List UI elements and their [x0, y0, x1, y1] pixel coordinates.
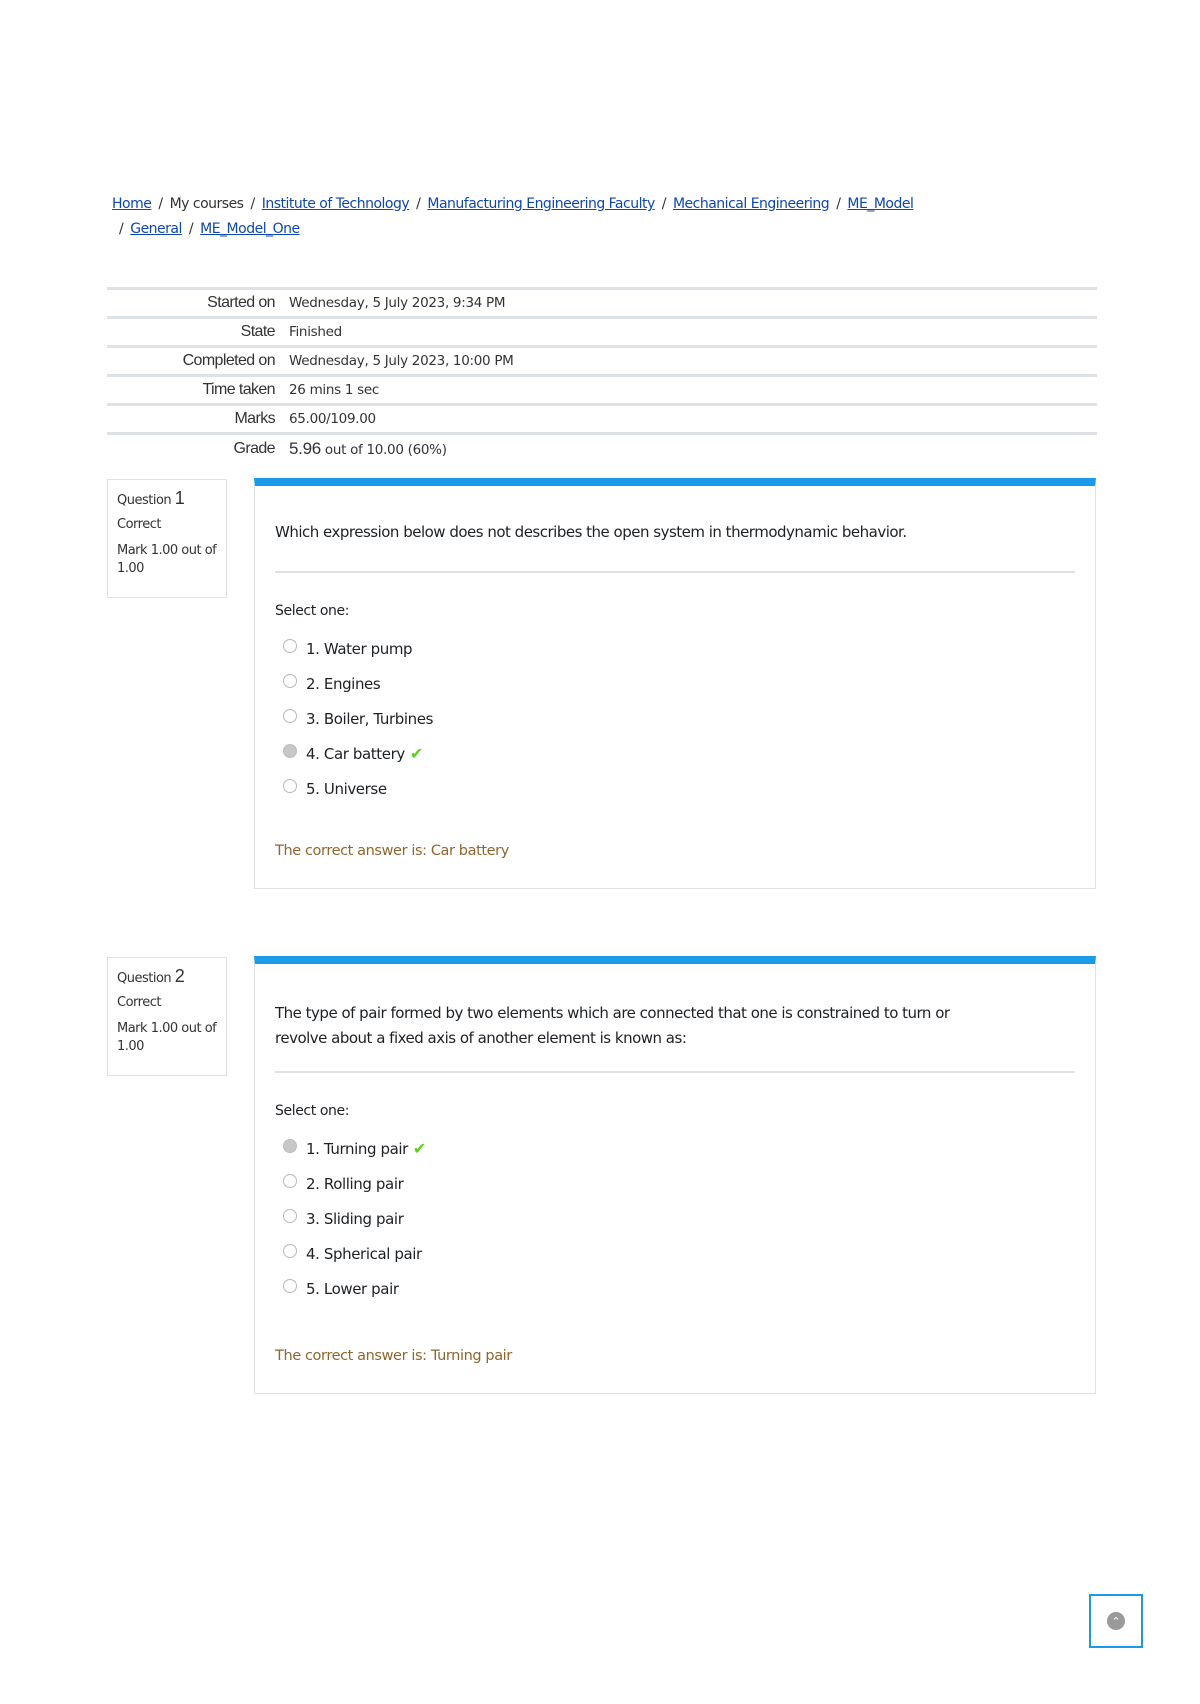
- summary-row-grade: [107, 434, 1097, 463]
- breadcrumb-my-courses: My courses: [169, 196, 244, 212]
- summary-label: Time taken: [202, 381, 275, 398]
- breadcrumb-department-link[interactable]: Mechanical Engineering: [672, 196, 830, 212]
- summary-row-started: [107, 289, 1097, 318]
- answer-option-4[interactable]: 4. Car battery ✔: [255, 736, 1095, 771]
- breadcrumb-section-link[interactable]: General: [130, 221, 182, 237]
- question-divider: [275, 1071, 1075, 1073]
- question-info-2: [107, 957, 227, 1076]
- radio-button[interactable]: [283, 1174, 297, 1188]
- answer-option-4[interactable]: 4. Spherical pair: [255, 1236, 1095, 1271]
- radio-button[interactable]: [283, 674, 297, 688]
- select-one-prompt: Select one:: [275, 1103, 350, 1119]
- question-number: Question 1: [117, 488, 185, 508]
- radio-button[interactable]: [283, 639, 297, 653]
- question-box-1: [254, 478, 1096, 825]
- breadcrumb-institute-link[interactable]: Institute of Technology: [261, 196, 410, 212]
- radio-button-selected[interactable]: [283, 744, 297, 758]
- breadcrumb-course-link[interactable]: ME_Model: [847, 196, 914, 212]
- answer-option-5[interactable]: 5. Lower pair: [255, 1271, 1095, 1306]
- question-box-2: [254, 956, 1096, 1330]
- summary-value: Finished: [289, 324, 342, 340]
- breadcrumb: Home / My courses / Institute of Technology / Manufacturing Engineering Faculty / Mechanical Engineering / ME_Model / General / ME_Model_One: [112, 196, 914, 237]
- summary-label: Completed on: [182, 352, 275, 369]
- answer-option-5[interactable]: 5. Universe: [255, 771, 1095, 806]
- question-text: Which expression below does not describes the open system in thermodynamic behavior.: [275, 523, 907, 541]
- question-divider: [275, 571, 1075, 573]
- summary-value: Wednesday, 5 July 2023, 10:00 PM: [289, 353, 514, 369]
- answer-option-3[interactable]: 3. Boiler, Turbines: [255, 701, 1095, 736]
- breadcrumb-quiz-link[interactable]: ME_Model_One: [200, 221, 300, 237]
- correct-answer-feedback-2: The correct answer is: Turning pair: [254, 1330, 1096, 1394]
- back-to-top-button[interactable]: [1089, 1594, 1143, 1648]
- attempt-summary-table: [107, 287, 1097, 463]
- correct-answer-feedback-1: The correct answer is: Car battery: [254, 825, 1096, 889]
- question-number: Question 2: [117, 966, 185, 986]
- grade-score: 5.96: [289, 438, 321, 458]
- answer-option-1[interactable]: 1. Water pump: [255, 631, 1095, 666]
- summary-row-state: [107, 318, 1097, 347]
- answer-option-2[interactable]: 2. Rolling pair: [255, 1166, 1095, 1201]
- radio-button-selected[interactable]: [283, 1139, 297, 1153]
- answer-option-3[interactable]: 3. Sliding pair: [255, 1201, 1095, 1236]
- breadcrumb-faculty-link[interactable]: Manufacturing Engineering Faculty: [427, 196, 655, 212]
- answer-option-2[interactable]: 2. Engines: [255, 666, 1095, 701]
- answer-option-1[interactable]: 1. Turning pair ✔: [255, 1131, 1095, 1166]
- summary-row-marks: [107, 405, 1097, 434]
- question-grade: Mark 1.00 out of 1.00: [117, 1021, 217, 1054]
- question-state: Correct: [117, 995, 161, 1010]
- question-text: The type of pair formed by two elements which are connected that one is constrained to turn or revolve about a fixed axis of another element is known as:: [275, 1004, 950, 1047]
- summary-label: Marks: [234, 410, 275, 427]
- breadcrumb-home-link[interactable]: Home: [112, 196, 152, 212]
- arrow-up-icon: ⌃: [1107, 1612, 1125, 1630]
- summary-row-completed: [107, 347, 1097, 376]
- grade-out-of: out of 10.00 (60%): [320, 441, 447, 458]
- summary-value: 26 mins 1 sec: [289, 382, 379, 398]
- radio-button[interactable]: [283, 779, 297, 793]
- select-one-prompt: Select one:: [275, 603, 350, 619]
- summary-label: Grade: [233, 439, 275, 457]
- summary-value: Wednesday, 5 July 2023, 9:34 PM: [289, 295, 506, 311]
- correct-check-icon: ✔: [409, 744, 423, 763]
- summary-row-time-taken: [107, 376, 1097, 405]
- question-state: Correct: [117, 517, 161, 532]
- summary-value: [289, 434, 1097, 463]
- summary-value: 65.00/109.00: [289, 411, 376, 427]
- question-info-1: [107, 479, 227, 598]
- radio-button[interactable]: [283, 709, 297, 723]
- radio-button[interactable]: [283, 1279, 297, 1293]
- correct-check-icon: ✔: [412, 1139, 426, 1158]
- radio-button[interactable]: [283, 1209, 297, 1223]
- radio-button[interactable]: [283, 1244, 297, 1258]
- summary-label: Started on: [207, 294, 275, 311]
- question-grade: Mark 1.00 out of 1.00: [117, 543, 217, 576]
- summary-label: State: [240, 323, 275, 340]
